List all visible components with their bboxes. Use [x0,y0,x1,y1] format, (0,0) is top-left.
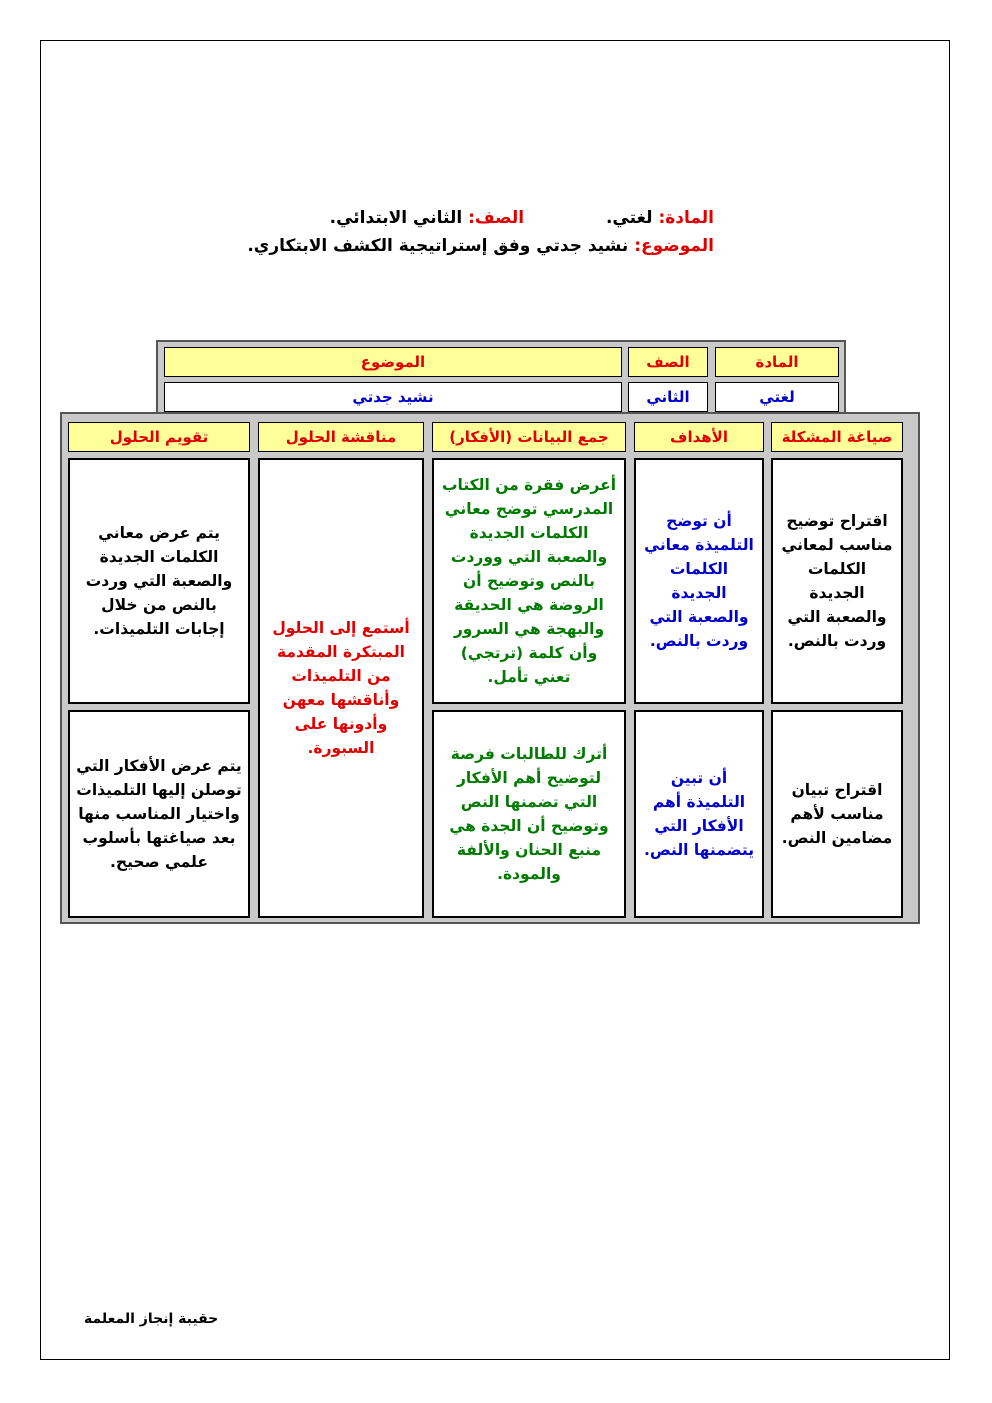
subject-label: المادة: [658,208,714,228]
row2-problem: اقتراح تبيان مناسب لأهم مضامين النص. [771,710,903,918]
subject-value: لغتي. [605,208,653,228]
header-objectives: الأهداف [634,422,764,452]
header-solutions-evaluation: تقويم الحلول [68,422,250,452]
info-header-subject: المادة [715,347,839,377]
row1-data: أعرض فقرة من الكتاب المدرسي توضح معاني الكلمات الجديدة والصعبة التي ووردت بالنص وتوضيح أن الروضة هي الحديقة والبهجة هي السرور وأن كلمة (ترتجي) تعني تأمل. [432,458,626,704]
info-table [156,340,846,414]
grade-label: الصف: [468,208,525,228]
info-value-topic: نشيد جدتي [164,382,622,412]
header-topic-line [247,236,714,256]
header-solutions-discussion: مناقشة الحلول [258,422,424,452]
footer-text: حقيبة إنجاز المعلمة [84,1311,219,1327]
row2-objective: أن تبين التلميذة أهم الأفكار التي يتضمنها النص. [634,710,764,918]
header-problem: صياغة المشكلة [771,422,903,452]
row1-evaluation: يتم عرض معاني الكلمات الجديدة والصعبة التي وردت بالنص من خلال إجابات التلميذات. [68,458,250,704]
strategy-table [60,412,920,924]
header-data-collection: جمع البيانات (الأفكار) [432,422,626,452]
row2-data: أترك للطالبات فرصة لتوضيح أهم الأفكار التي تضمنها النص وتوضيح أن الجدة هي منبع الحنان والألفة والمودة. [432,710,626,918]
grade-value: الثاني الابتدائي. [329,208,463,228]
row2-evaluation: يتم عرض الأفكار التي توصلن إليها التلميذات واختيار المناسب منها بعد صياغتها بأسلوب علمي صحيح. [68,710,250,918]
info-value-grade: الثاني [628,382,708,412]
topic-value: نشيد جدتي وفق إستراتيجية الكشف الابتكاري. [247,236,629,256]
row1-problem: اقتراح توضيح مناسب لمعاني الكلمات الجديدة والصعبة التي وردت بالنص. [771,458,903,704]
topic-label: الموضوع: [634,236,714,256]
info-value-subject: لغتي [715,382,839,412]
row1-objective: أن توضح التلميذة معاني الكلمات الجديدة والصعبة التي وردت بالنص. [634,458,764,704]
info-header-grade: الصف [628,347,708,377]
header-subject-grade-line [330,208,714,228]
info-header-topic: الموضوع [164,347,622,377]
discussion-merged-cell: أستمع إلى الحلول المبتكرة المقدمة من التلميذات وأناقشها معهن وأدونها على السبورة. [258,458,424,918]
